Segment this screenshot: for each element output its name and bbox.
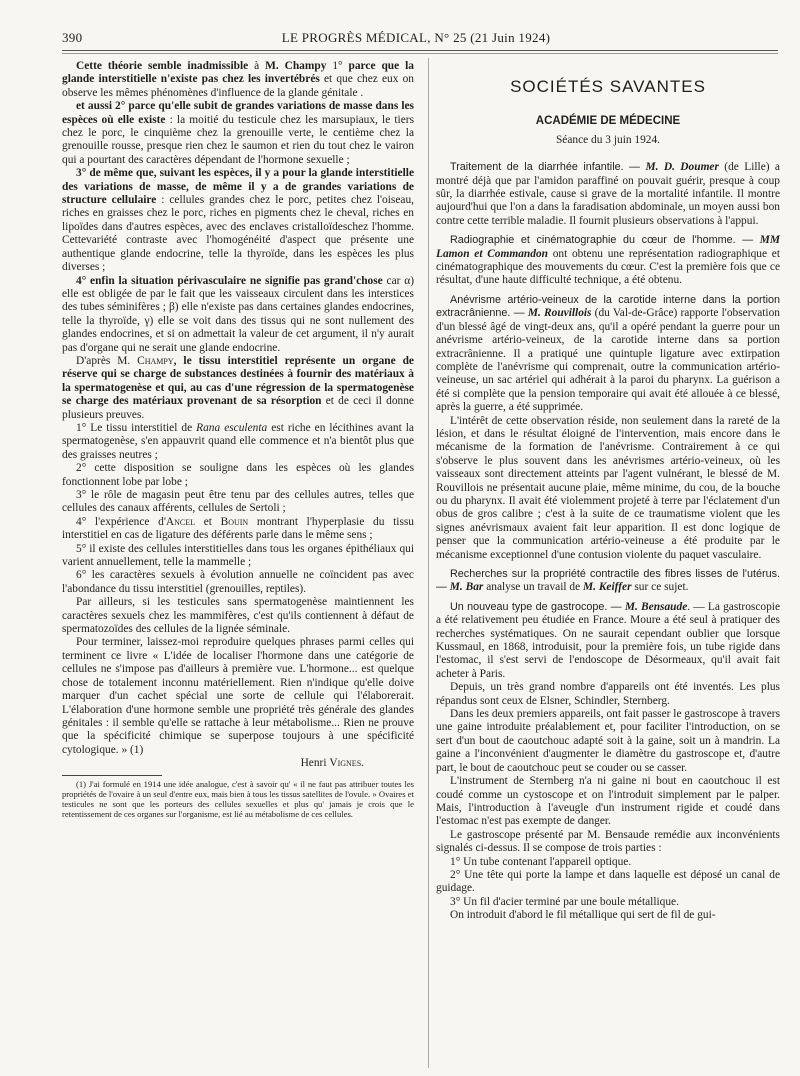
paragraph	[62, 422, 414, 462]
author-name: Vignes	[329, 757, 362, 770]
paragraph: 2° cette disposition se souligne dans les espèces où les glandes fonctionnent lobe par lobe ;	[62, 462, 414, 488]
text: sur ce sujet.	[631, 581, 689, 594]
text: car α) elle est obligée de par le fait que les vaisseaux circulent dans les interstices des tubes séminifères ; β) elle n'existe pas dans certaines glandes endocrines, telle la thyroïde, γ) elle se voit dans des tissus qui ne sont nullement des glandes endocrines, et si on admettait la valeur de cet argument, il n'y aurait pas d'organe qui ne serait une glande endocrine.	[62, 274, 414, 354]
paragraph	[436, 161, 780, 228]
journal-title: LE PROGRÈS MÉDICAL, N° 25 (21 Juin 1924)	[281, 30, 551, 45]
session-date: Séance du 3 juin 1924.	[555, 133, 661, 146]
paragraph	[62, 516, 414, 543]
paragraph	[436, 234, 780, 288]
paragraph: On introduit d'abord le fil métallique qui sert de fil de gui-	[450, 909, 716, 922]
page-number: 390	[62, 30, 83, 45]
author-name: M. Rouvillois	[527, 307, 592, 320]
item-heading: Anévrisme artério-veineux de la carotide interne dans la portion extracrânienne. —	[436, 293, 780, 320]
paragraph	[436, 601, 780, 681]
paragraph: Depuis, un très grand nombre d'appareils ont été inventés. Les plus répandus sont ceux de Elsner, Schindler, Sternberg.	[436, 681, 780, 707]
bold-text: et aussi 2° parce qu'elle subit de grandes variations de masse dans les espèces où elle existe	[62, 100, 414, 126]
paragraph: 1° Un tube contenant l'appareil optique.	[450, 855, 632, 868]
text: : la moitié du testicule chez les marsupiaux, le tiers chez le porc, le cinquième chez la grenouille verte, le centième chez la grenouille rousse, presque rien chez le saumon et rien du tout chez le vairon qui a pourtant des caractères dépendant de l'hormone sexuelle ;	[62, 113, 414, 166]
text: et que chez eux on observe les mêmes phénomènes d'influence de la glande génitale .	[62, 73, 414, 99]
text: (du Val-de-Grâce) rapporte l'observation d'un blessé âgé de vingt-deux ans, qu'il a opéré pendant la guerre pour un anévrisme artério-veineux, de la carotide interne dans sa portion extracrânienne. Il a pratiqué une quintuple ligature avec extirpation complète de l'anévrisme qui comprenait, outre la communication artério-veineuse, un sac artériel qui adhérait à la paroi du pharynx. La guérison a été si complète que la pension temporaire qui avait été allouée à ce blessé, après la guerre, a été supprimée.	[436, 307, 780, 414]
paragraph: 3° Un fil d'acier terminé par une boule métallique.	[450, 895, 679, 908]
paragraph	[436, 294, 780, 415]
footnote: (1) J'ai formulé en 1914 une idée analogue, c'est à savoir qu' « il ne faut pas attribuer toutes les propriétés de l'ovaire à un seul d'entre eux, mais bien à tous les tissus satellites de l'ovule. » Ovaires et testicules ne sont que les porteurs des cellules sexuelles et plus qu' jamais je crois que le retentissement de ces organes sur l'organisme, est lié au métabolisme de ces cellules.	[62, 778, 414, 819]
header-rule	[62, 50, 778, 51]
text: ont obtenu une représentation radiographique et cinématographique des mouvements du cœur. C'est la première fois que ce résultat, d'une haute difficulté technique, a été obtenu.	[436, 247, 780, 287]
author-name: M. Bar	[449, 581, 484, 594]
author-name: M. Champy	[265, 60, 327, 72]
paragraph	[62, 355, 414, 422]
author-name: M. Bensaude	[624, 600, 688, 613]
column-divider	[428, 58, 429, 1068]
paragraph	[62, 167, 414, 274]
header-rule-secondary	[62, 53, 778, 54]
bold-text: , le tissu interstitiel représente un organe de réserve qui se charge de substances destinées à fournir des matériaux à la spermatogenèse et qui, au cas d'une régression de la spermatogenèse se charge des matériaux provenant de sa résorption	[62, 354, 414, 408]
paragraph: 6° les caractères sexuels à évolution annuelle ne coïncident pas avec l'abondance du tissu interstitiel (grenouilles, reptiles).	[62, 569, 414, 595]
author-name: M. Champy	[117, 354, 174, 367]
paragraph: 3° le rôle de magasin peut être tenu par des cellules autres, telles que cellules des canaux afférents, cellules de Sertoli ;	[62, 489, 414, 515]
society-title: ACADÉMIE DE MÉDECINE	[535, 115, 681, 128]
text: 4° l'expérience d'	[76, 515, 166, 528]
item-heading: Traitement de la diarrhée infantile. —	[450, 161, 646, 174]
signature	[62, 757, 364, 770]
item-heading: Radiographie et cinématographie du cœur de l'homme. —	[450, 234, 760, 247]
text: à	[248, 60, 266, 72]
paragraph: Pour terminer, laissez-moi reproduire quelques phrases parmi celles qui terminent ce livre « L'idée de localiser l'hormone dans une catégorie de cellules ne s'impose pas d'ailleurs à première vue. L'hormone... est quelque chose de totalement inconnu matériellement. Rien n'indique qu'elle doive marquer d'un cachet spécial une sorte de cellule qui l'élaborerait. L'élaboration d'une hormone semble une propriété très générale des glandes génitales : il semble qu'elle se rattache à leur métabolisme... Rien ne prouve que la spécificité chimique se superpose toujours à une spécificité cytologique. » (1)	[62, 636, 414, 756]
item-heading: Un nouveau type de gastrocope. —	[450, 600, 625, 613]
paragraph: 2° Une tête qui porte la lampe et dans laquelle est déposé un canal de guidage.	[436, 868, 780, 895]
author-name: M. D. Doumer	[645, 161, 719, 174]
right-column	[436, 60, 780, 923]
footnote-rule	[62, 775, 162, 776]
paragraph: L'instrument de Sternberg n'a ni gaine ni bout en caoutchouc il est coudé comme un cystoscope et on l'introduit simplement par le palper. Mais, l'introduction à l'aveugle d'un instrument rigide et coudé dans l'estomac n'est pas exempte de danger.	[436, 775, 780, 828]
section-title: SOCIÉTÉS SAVANTES	[510, 77, 706, 96]
paragraph	[62, 100, 414, 167]
paragraph: Par ailleurs, si les testicules sans spermatogenèse maintiennent les caractères sexuels chez les mammifères, c'est qu'ils contiennent à défaut de spermatozoïdes des cellules de la lignée séminale.	[62, 596, 414, 636]
bold-text: Cette théorie semble inadmissible	[76, 60, 249, 72]
item-heading: Recherches sur la propriété contractile des fibres lisses de l'utérus. —	[436, 568, 780, 594]
text: (de Lille) a montré déjà que par l'amidon paraffiné on pouvait guérir, presque à coup sûr, la diarrhée estivale, cause si grave de la mortalité infantile. Il montre aujourd'hui que l'on a dans la faradisation abdominale, un moyen aussi bon contre cette terrible maladie. Il fournit plusieurs observations à l'appui.	[436, 161, 780, 227]
text: D'après	[76, 354, 118, 367]
bold-text: 3° de même que, suivant les espèces, il y a pour la glande interstitielle des variations de masse, de même il y a de grandes variations de structure cellulaire	[62, 167, 414, 207]
text: 1°	[326, 60, 349, 72]
left-column	[62, 60, 414, 819]
text: montrant l'hyperplasie du tissu interstitiel en cas de ligature des déférents parle dans le même sens ;	[62, 515, 415, 542]
author-name: Ancel	[165, 515, 196, 528]
paragraph: L'intérêt de cette observation réside, non seulement dans la rareté de la lésion, et dans le résultat éloigné de l'intervention, mais encore dans le mécanisme de la formation de l'anévrisme. Contrairement à ce qui s'observe le plus souvent dans les anévrismes artério-veineux, où les vaisseaux sont directement atteints par l'agent vulnérant, le blessé de M. Rouvillois ne présentait aucune plaie, même minime, du cou, de la bouche ou du pharynx. Il avait été violemment projeté à terre par l'éclatement d'un obus de gros calibre ; c'est à la suite de ce traumatisme violent que les signes anévrismaux avaient fait leur apparition. Il est donc logique de penser que la communication artério-veineuse a été produite par le mécanisme exceptionnel d'une contusion violente du paquet vasculaire.	[436, 414, 780, 561]
author-name: MM Lamon et Commandon	[436, 234, 780, 260]
species-name: Rana esculenta	[196, 421, 268, 434]
paragraph	[62, 275, 414, 355]
paragraph: Le gastroscope présenté par M. Bensaude remédie aux inconvénients signalés ci-dessus. Il se compose de trois parties :	[436, 828, 780, 855]
text: est riche en lécithines avant la spermatogenèse, s'en appauvrit quand elle commence et n'a bientôt plus que des graisses neutres ;	[62, 421, 414, 461]
text: Henri	[300, 757, 330, 770]
paragraph	[436, 568, 780, 595]
text: : cellules grandes chez le porc, petites chez l'oiseau, riches en graisses chez le porc, riches en pigments chez le cheval, riches en lipoïdes dans d'autres espèces, avec des enclaves cristalloïdeschez l'homme. Cettevariété contraste avec l'homogénéité d'aspect que présente une authentique glande endocrine, telle la thyroïde, dans les espèces les plus diverses ;	[62, 194, 414, 274]
paragraph: Dans les deux premiers appareils, ont fait passer le gastroscope à travers une gaine introduite préalablement et, pour faciliter l'introduction, on se sert d'un bout de caoutchouc adapté soit à la gaine, soit un à mandrin. La gaine a l'inconvénient d'augmenter le diamètre du gastroscope et, d'autre part, le bout de caoutchouc peut se couder ou se casser.	[436, 708, 780, 774]
running-head	[62, 30, 770, 48]
author-name: M. Keiffer	[583, 581, 632, 594]
text: 1° Le tissu interstitiel de	[76, 421, 197, 434]
text: et de ceci il donne plusieurs preuves.	[62, 395, 414, 421]
text: et	[195, 515, 221, 528]
text: analyse un travail de	[483, 581, 583, 594]
paragraph	[62, 60, 414, 100]
text: . — La gastroscopie a été relativement peu étudiée en France. Moure a été seul à pratiquer des recherches systématiques. On ne saurait cependant oublier que lorsque Kussmaul, en 1868, introduisit, pour la première fois, un tube rigide dans l'estomac, il s'est servi de l'endoscope de Désormeaux, qu'il avait fait acheter à Paris.	[436, 600, 781, 680]
bold-text: 4° enfin la situation périvasculaire ne signifie pas grand'chose	[76, 274, 383, 287]
bold-text: parce que la glande interstitielle n'existe pas chez les invertébrés	[62, 60, 414, 86]
paragraph: 5° il existe des cellules interstitielles dans tous les organes épithéliaux qui varient annuellement, telle la mammelle ;	[62, 542, 414, 569]
author-name: Bouin	[220, 515, 249, 528]
text: .	[361, 757, 364, 770]
